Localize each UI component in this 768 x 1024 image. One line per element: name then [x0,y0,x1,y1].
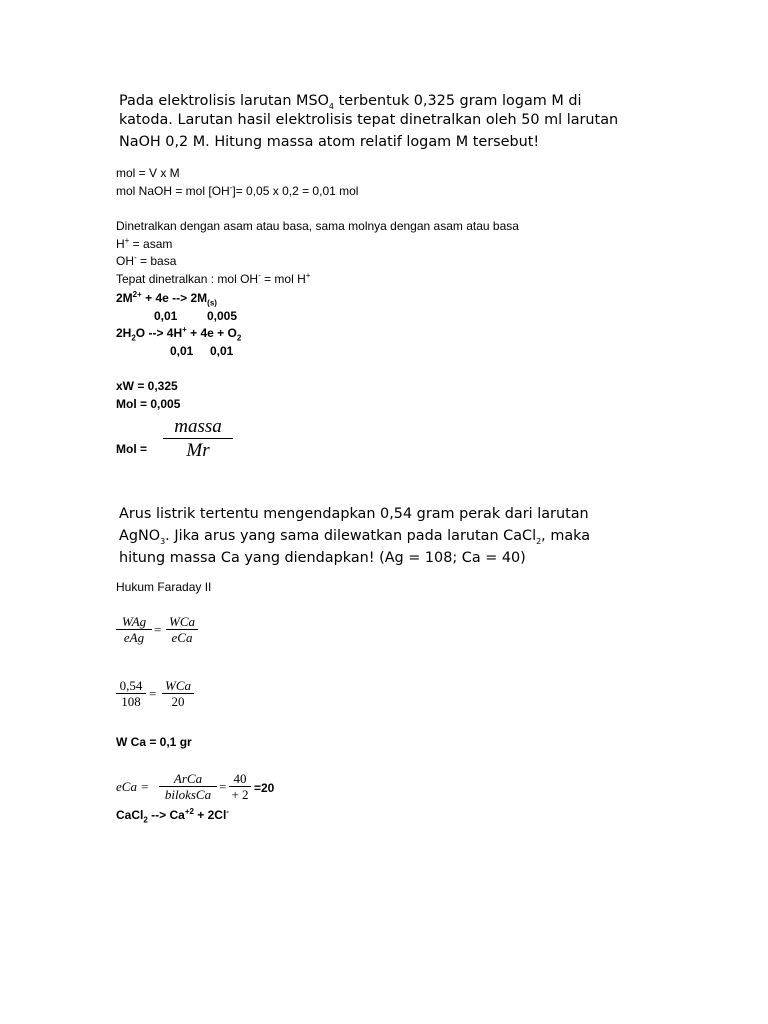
asam-text: = asam [129,237,173,251]
superscript: - [258,271,261,280]
superscript: - [226,807,229,816]
problem-1-line-1-text: Pada elektrolisis larutan MSO [119,93,329,109]
problem-1-line-3: NaOH 0,2 M. Hitung massa atom relatif logam M tersebut! [119,134,540,150]
subscript: 2 [143,815,148,825]
problem-2-end: , maka [541,528,591,544]
problem-2-line-2 [119,525,590,547]
oh-basa-line [116,253,176,270]
subscript: 2 [131,333,136,343]
eca-label: eCa = [116,779,149,794]
wca-result: W Ca = 0,1 gr [116,735,192,749]
eq1-numerator-left: WAg [121,614,147,629]
oh-symbol: OH [116,254,134,268]
mol-naoh-line [116,183,358,200]
eca-denominator-left: biloksCa [164,787,212,802]
superscript: +2 [184,807,194,816]
mol-naoh-text: mol NaOH = mol [OH [116,184,230,198]
cacl2-reaction [116,807,229,824]
eca-numerator-right: 40 [233,771,247,786]
problem-2-line-3: hitung massa Ca yang diendapkan! (Ag = 108; Ca = 40) [119,550,526,566]
cacl2-products: + 2Cl [193,808,227,822]
reaction-1-reactant: 2M [116,291,133,305]
eq2-numerator-left: 0,54 [119,678,143,693]
h-symbol: H [116,237,125,251]
superscript: + [305,271,311,280]
eq1-denominator-right: eCa [171,630,193,645]
subscript: (s) [207,298,217,308]
reaction-2-part-b: O --> 4H [135,326,183,340]
mol-fraction-denominator: Mr [186,440,210,461]
eca-result: =20 [254,781,275,795]
eq1-denominator-left: eAg [123,630,145,645]
reaction-2-mol-1: 0,01 [170,344,194,358]
reaction-1-mol-1: 0,01 [154,309,178,323]
superscript: + [182,325,187,334]
eq1-equals: = [154,622,162,637]
agno3-text: AgNO [119,528,161,544]
problem-1-line-1-text-end: terbentuk 0,325 gram logam M di [334,93,582,109]
tepat-line [116,271,310,288]
h-asam-line [116,236,172,253]
faraday-law-title: Hukum Faraday II [116,580,212,594]
eca-equals: = [219,779,227,794]
eca-fraction-left [159,771,217,803]
superscript: + [124,236,130,245]
eq2-fraction-right [162,678,194,710]
reaction-1-mol-2: 0,005 [207,309,238,323]
reaction-1-equation: + 4e --> 2M [141,291,208,305]
mol-formula: mol = V x M [116,166,180,180]
mol-fraction-numerator: massa [174,416,222,437]
reaction-2-part-a: 2H [116,326,132,340]
cacl2-arrow: --> Ca [147,808,185,822]
superscript: - [134,253,137,262]
eca-denominator-right: + 2 [231,787,249,802]
reaction-1 [116,290,217,307]
problem-1-line-2: katoda. Larutan hasil elektrolisis tepat dinetralkan oleh 50 ml larutan [119,112,619,128]
netral-text: Dinetralkan dengan asam atau basa, sama molnya dengan asam atau basa [116,219,519,233]
subscript: 2 [536,536,542,546]
subscript: 3 [160,536,166,546]
tepat-text: Tepat dinetralkan : mol OH [116,272,259,286]
superscript: 2+ [132,290,142,299]
superscript: - [229,183,233,192]
mol-naoh-result: ]= 0,05 x 0,2 = 0,01 mol [232,184,359,198]
eq2-numerator-right: WCa [165,678,191,693]
problem-2-middle: . Jika arus yang sama dilewatkan pada larutan CaCl [165,528,537,544]
eq1-numerator-right: WCa [169,614,195,629]
eq1-fraction-right [166,614,198,646]
eca-numerator-left: ArCa [173,771,203,786]
eq2-denominator-left: 108 [121,694,141,709]
eca-fraction-right [229,771,251,803]
subscript: 4 [328,101,335,111]
mol-label: Mol = [116,442,148,456]
mol-value-line: Mol = 0,005 [116,397,181,411]
eq2-fraction-left [116,678,146,710]
eq2-equals: = [149,686,157,701]
subscript: 2 [236,333,242,343]
reaction-2-mol-2: 0,01 [210,344,234,358]
eq2-denominator-right: 20 [171,694,185,709]
basa-text: = basa [136,254,177,268]
mol-fraction [163,415,233,463]
problem-2-line-1: Arus listrik tertentu mengendapkan 0,54 gram perak dari larutan [119,506,589,522]
eq1-fraction-left [116,614,152,646]
xw-line: xW = 0,325 [116,379,178,393]
cacl2-text: CaCl [116,808,144,822]
tepat-mid: = mol H [260,272,306,286]
reaction-2-part-c: + 4e + O [186,326,237,340]
reaction-2 [116,325,241,342]
